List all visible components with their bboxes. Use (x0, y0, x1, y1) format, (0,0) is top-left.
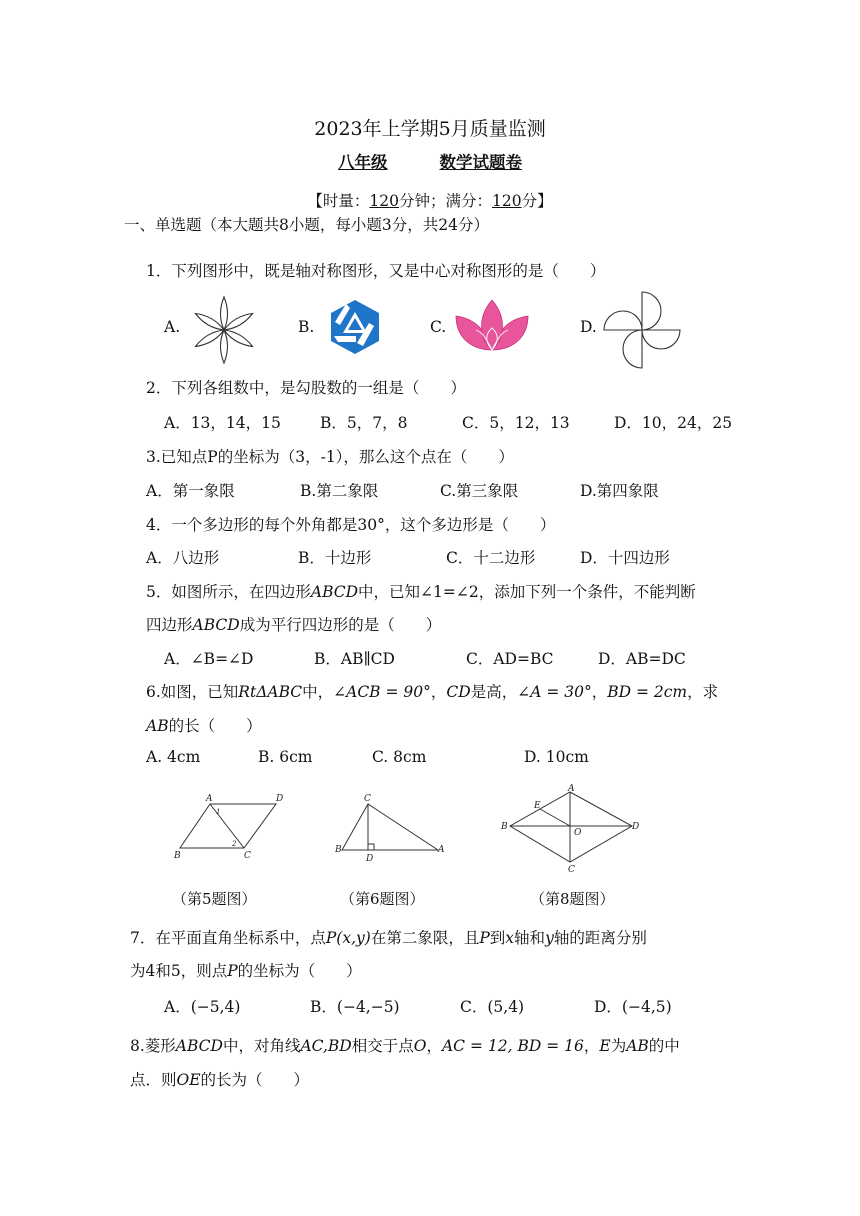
q3-option-a: A．第一象限 (146, 482, 235, 500)
grade-label: 八年级 (338, 153, 388, 172)
figure-q5-parallelogram (172, 792, 292, 864)
q1-label-b: B. (298, 318, 315, 336)
q4-option-b: B．十边形 (298, 549, 372, 567)
svg-text:2: 2 (232, 840, 237, 848)
figure-q6-triangle (334, 792, 446, 864)
question-7-stem: 7．在平面直角坐标系中，点P(x,y)在第二象限，且P到x轴和y轴的距离分别 (130, 929, 647, 947)
score-value: 120 (492, 192, 522, 210)
q3-option-b: B.第二象限 (300, 482, 379, 500)
svg-text:C: C (244, 851, 251, 861)
q4-option-a: A．八边形 (146, 549, 220, 567)
q2-option-b: B．5，7，8 (320, 414, 408, 432)
svg-text:C: C (364, 794, 371, 804)
question-2-stem: 2．下列各组数中，是勾股数的一组是（ ） (146, 379, 466, 397)
question-4-stem: 4．一个多边形的每个外角都是30°，这个多边形是（ ） (146, 516, 556, 534)
q2-option-d: D．10，24，25 (614, 414, 733, 432)
score-unit: 分】 (521, 192, 553, 210)
q5-option-c: C．AD=BC (466, 650, 554, 668)
svg-text:D: D (632, 822, 640, 832)
q1-label-d: D. (580, 318, 597, 336)
caption-fig8: （第8题图） (530, 890, 615, 908)
q6-option-b: B. 6cm (258, 748, 313, 766)
q5-option-a: A．∠B=∠D (164, 650, 254, 668)
subject-label: 数学试题卷 (439, 153, 522, 172)
q4-option-d: D．十四边形 (580, 549, 670, 567)
pinwheel-figure (600, 288, 684, 372)
time-label: 【时量： (307, 192, 370, 210)
q6-option-d: D. 10cm (524, 748, 589, 766)
question-8-stem: 8.菱形ABCD中，对角线AC,BD相交于点O，AC = 12, BD = 16，E为AB的中 (130, 1037, 680, 1055)
svg-text:B: B (501, 822, 508, 832)
section-title: 一、单选题（本大题共8小题，每小题3分，共24分） (124, 216, 489, 234)
q4-option-c: C．十二边形 (446, 549, 536, 567)
figure-q8-rhombus (498, 782, 646, 872)
q2-option-a: A．13，14，15 (164, 414, 281, 432)
q3-option-c: C.第三象限 (440, 482, 519, 500)
q7-option-d: D．(−4,5) (594, 998, 672, 1016)
time-value: 120 (369, 192, 399, 210)
q5-option-d: D．AB=DC (598, 650, 686, 668)
question-8-stem-line2: 点．则OE的长为（ ） (130, 1071, 310, 1089)
exam-meta (0, 189, 860, 211)
svg-text:D: D (276, 794, 284, 804)
svg-text:O: O (574, 828, 582, 838)
q7-option-a: A．(−5,4) (164, 998, 241, 1016)
svg-text:A: A (206, 794, 213, 804)
caption-fig5: （第5题图） (172, 890, 257, 908)
flower-figure (186, 294, 262, 366)
q2-option-c: C．5，12，13 (462, 414, 570, 432)
question-5-stem-line2: 四边形ABCD成为平行四边形的是（ ） (146, 616, 442, 634)
q7-option-c: C．(5,4) (460, 998, 525, 1016)
question-5-stem: 5．如图所示，在四边形ABCD中，已知∠1=∠2，添加下列一个条件，不能判断 (146, 583, 696, 601)
time-unit: 分钟；满分： (398, 192, 492, 210)
svg-text:C: C (568, 865, 575, 872)
q5-option-b: B．AB∥CD (314, 650, 395, 668)
question-6-stem: 6.如图，已知RtΔABC中，∠ACB = 90°，CD是高，∠A = 30°，BD = 2cm，求 (146, 683, 719, 701)
question-6-stem-line2: AB的长（ ） (146, 717, 262, 735)
svg-text:B: B (335, 845, 342, 855)
question-7-stem-line2: 为4和5，则点P的坐标为（ ） (130, 962, 362, 980)
svg-text:A: A (568, 784, 575, 794)
exam-title: 2023年上学期5月质量监测 (314, 118, 546, 140)
caption-fig6: （第6题图） (340, 890, 425, 908)
q1-label-c: C. (430, 318, 447, 336)
question-1-stem: 1．下列图形中，既是轴对称图形，又是中心对称图形的是（ ） (146, 262, 606, 280)
svg-text:D: D (366, 854, 374, 864)
lotus-figure (452, 298, 532, 356)
q7-option-b: B．(−4,−5) (310, 998, 400, 1016)
exam-subtitle (0, 149, 860, 173)
svg-text:E: E (534, 801, 541, 811)
q6-option-c: C. 8cm (372, 748, 427, 766)
recycle-figure (326, 298, 384, 356)
q6-option-a: A. 4cm (146, 748, 201, 766)
q1-label-a: A. (164, 318, 181, 336)
svg-text:A: A (438, 845, 445, 855)
q3-option-d: D.第四象限 (580, 482, 659, 500)
svg-text:B: B (174, 851, 181, 861)
svg-text:1: 1 (216, 808, 221, 816)
question-3-stem: 3.已知点P的坐标为（3，-1），那么这个点在（ ） (146, 448, 514, 466)
